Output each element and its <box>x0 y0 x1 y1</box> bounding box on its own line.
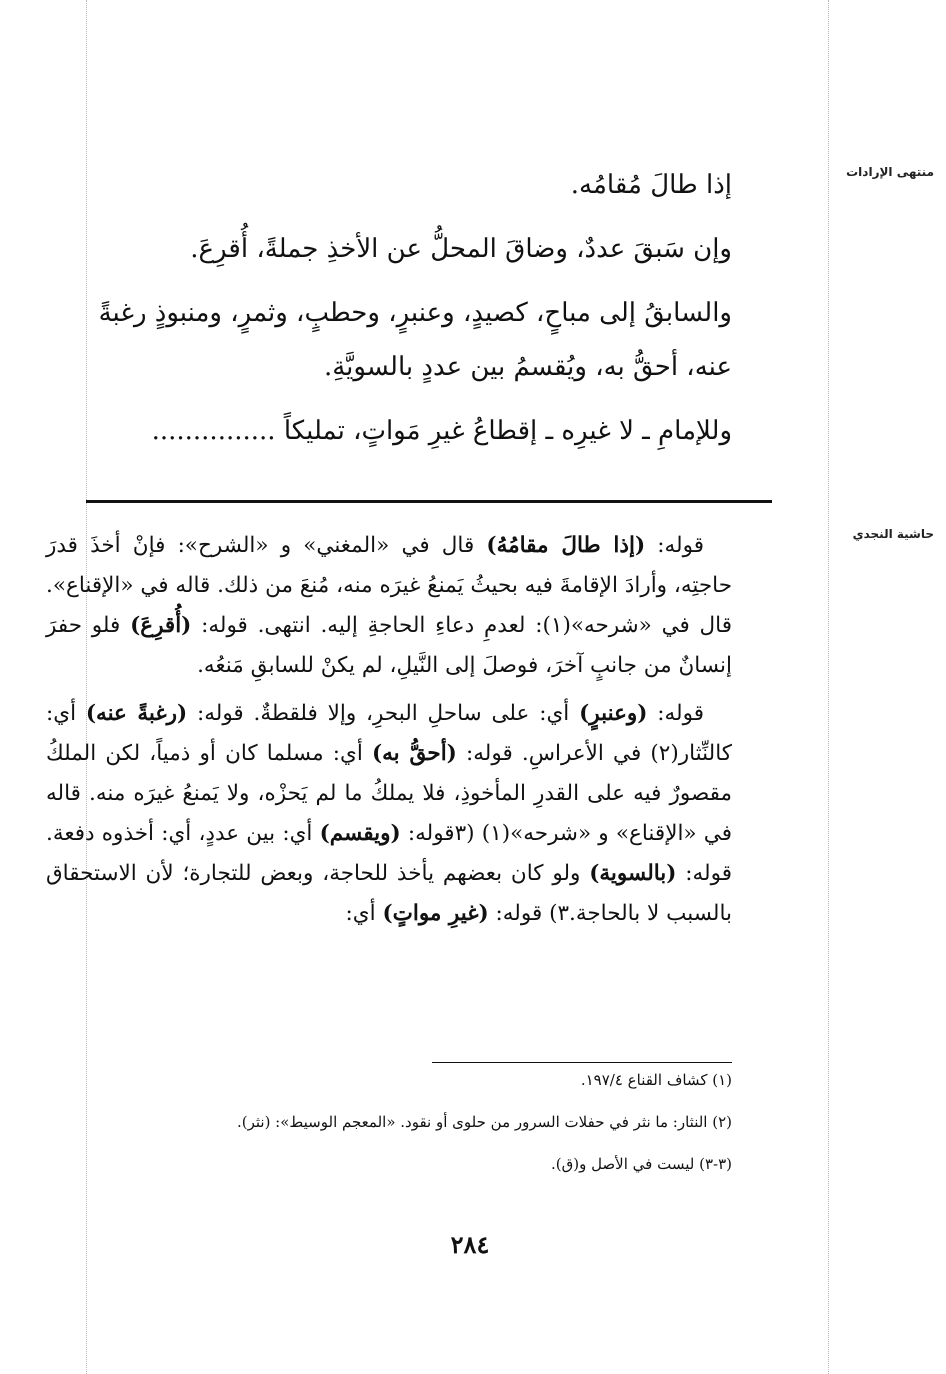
main-text-line: إذا طالَ مُقامُه. <box>570 170 732 200</box>
commentary-paragraph <box>46 694 732 934</box>
quoted-phrase: (أحقُّ به) <box>371 741 457 766</box>
commentary-text-run: فلو حفرَ إنسانٌ من جانبٍ آخرَ، فوصلَ إلى النَّيلِ، لم يكنْ للسابقِ مَنعُه. <box>46 613 732 678</box>
book-label: منتهى الإرادات <box>846 165 934 179</box>
commentary-text-run: أي: كالنِّثار(٢) في الأعراسِ. قوله: <box>46 701 732 766</box>
commentary-text-run: قال في «المغني» و «الشرح»: فإنْ أخذَ قدرَ حاجتِه، وأرادَ الإقامةَ فيه بحيثُ يَمنعُ غيرَه منه، مُنعَ من ذلك. قاله في «الإقناع». قال في «شرحه»(١): لعدمِ دعاءِ الحاجةِ إليه. انتهى. قوله: <box>46 533 732 638</box>
main-text-line: وإن سَبقَ عددٌ، وضاقَ المحلُّ عن الأخذِ جملةً، أُقرِعَ. <box>190 234 732 264</box>
commentary-text-run: أي: على ساحلِ البحرِ، وإلا فلقطةٌ. قوله: <box>187 701 580 726</box>
quoted-phrase: (أُقرِعَ) <box>130 613 192 638</box>
footnote-rule <box>432 1062 732 1063</box>
commentary-text-run: أي: بين عددٍ، أي: أخذوه دفعة. قوله: <box>46 821 732 886</box>
quoted-phrase: (ويقسم) <box>319 821 401 846</box>
footnote: (٣-٣) ليست في الأصل و(ق). <box>550 1155 732 1173</box>
commentary-label: حاشية النجدي <box>852 527 934 541</box>
footnote: (١) كشاف القناع ١٩٧/٤. <box>580 1071 732 1089</box>
scan-dotted-line-right <box>828 0 829 1374</box>
footnote: (٢) النثار: ما نثر في حفلات السرور من حلوى أو نقود. «المعجم الوسيط»: (نثر). <box>236 1113 732 1131</box>
quoted-phrase: (وعنبرٍ) <box>579 701 648 726</box>
quoted-phrase: (بالسوية) <box>589 861 677 886</box>
commentary-text-run: ولو كان بعضهم يأخذ للحاجة، وبعض للتجارة؛ لأن الاستحقاق بالسبب لا بالحاجة.٣) قوله: <box>46 861 732 926</box>
main-text-line: والسابقُ إلى مباحٍ، كصيدٍ، وعنبرٍ، وحطبٍ، وثمرٍ، ومنبوذٍ رغبةً عنه، أحقُّ به، ويُقسمُ بين عددٍ بالسويَّةِ. <box>98 298 732 382</box>
main-text <box>82 158 732 458</box>
commentary-text-run: أي: <box>345 901 383 926</box>
commentary-text-run: قوله: <box>645 533 704 558</box>
quoted-phrase: (إذا طالَ مقامُهُ) <box>486 533 646 558</box>
commentary-paragraph <box>46 526 732 686</box>
commentary-text-run: أي: مسلما كان أو ذمياً، لكن الملكُ مقصورٌ فيه على القدرِ المأخوذِ، فلا يملكُ ما لم يَحزْه، ولا يَمنعُ غيرَه منه. قاله في «الإقناع» و «شرحه»(١) (٣قوله: <box>46 741 732 846</box>
page-number: ٢٨٤ <box>450 1230 490 1259</box>
commentary-text-run: قوله: <box>647 701 704 726</box>
quoted-phrase: (رغبةً عنه) <box>85 701 188 726</box>
main-text-line: وللإمامِ ـ لا غيرِه ـ إقطاعُ غيرِ مَواتٍ، تمليكاً ............... <box>151 416 732 446</box>
quoted-phrase: (غيرِ مواتٍ) <box>382 901 489 926</box>
separator-rule <box>86 500 772 503</box>
commentary-text <box>46 526 732 942</box>
footnotes <box>46 1070 732 1196</box>
